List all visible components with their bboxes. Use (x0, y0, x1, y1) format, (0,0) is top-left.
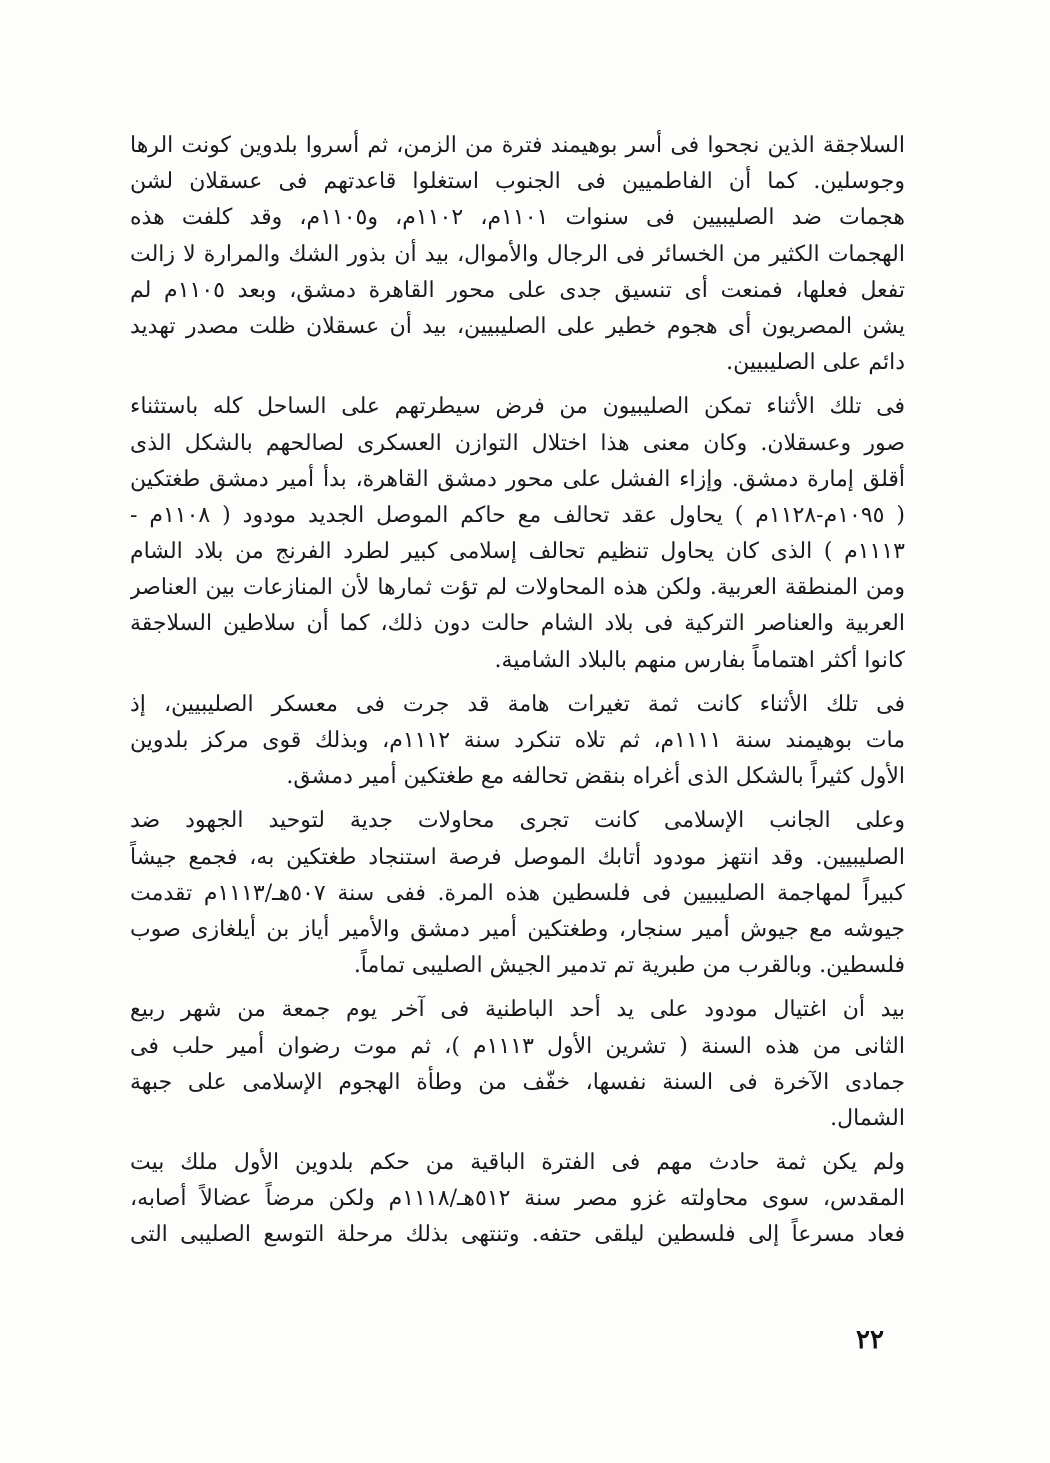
text-line: فى تلك الأثناء تمكن الصليبيون من فرض سيطرتهم على الساحل كله باستثناء (130, 394, 905, 420)
paragraph-2 (130, 389, 905, 679)
text-line: العربية والعناصر التركية فى بلاد الشام حالت دون ذلك، كما أن سلاطين السلاجقة (130, 611, 905, 637)
text-line: فلسطين. وبالقرب من طبرية تم تدمير الجيش الصليبى تماماً. (353, 953, 905, 979)
text-line: الهجمات الكثير من الخسائر فى الرجال والأموال، بيد أن بذور الشك والمرارة لا زالت (130, 241, 905, 267)
text-line: ولم يكن ثمة حادث مهم فى الفترة الباقية من حكم بلدوين الأول ملك بيت (130, 1150, 905, 1176)
text-line: الثانى من هذه السنة ( تشرين الأول ١١١٣م )، ثم موت رضوان أمير حلب فى (130, 1033, 905, 1059)
text-line: دائم على الصليبيين. (726, 350, 905, 376)
text-line: مات بوهيمند سنة ١١١١م، ثم تلاه تنكرد سنة ١١١٢م، وبذلك قوى مركز بلدوين (130, 728, 905, 753)
text-line: جيوشه مع جيوش أمير سنجار، وطغتكين أمير دمشق والأمير أياز بن أيلغازى صوب (130, 916, 905, 942)
text-line: هجمات ضد الصليبيين فى سنوات ١١٠١م، ١١٠٢م، و١١٠٥م، وقد كلفت هذه (130, 205, 905, 231)
text-line: وجوسلين. كما أن الفاطميين فى الجنوب استغلوا قاعدتهم فى عسقلان لشن (130, 169, 905, 195)
text-line: أقلق إمارة دمشق. وإزاء الفشل على محور دمشق القاهرة، بدأ أمير دمشق طغتكين (130, 466, 905, 492)
text-line: المقدس، سوى محاولته غزو مصر سنة ٥١٢هـ/١١١٨م ولكن مرضاً عضالاً أصابه، (130, 1186, 905, 1212)
text-line: كانوا أكثر اهتماماً بفارس منهم بالبلاد الشامية. (494, 647, 905, 673)
text-line: الأول كثيراً بالشكل الذى أغراه بنقض تحالفه مع طغتكين أمير دمشق. (286, 764, 905, 790)
paragraph-3 (130, 687, 905, 796)
text-line: يشن المصريون أى هجوم خطير على الصليبيين، بيد أن عسقلان ظلت مصدر تهديد (130, 313, 905, 339)
text-line: الشمال. (830, 1105, 905, 1131)
text-line: الصليبيين. وقد انتهز مودود أتابك الموصل فرصة استنجاد طغتكين به، فجمع جيشاً (130, 844, 905, 870)
text-line: بيد أن اغتيال مودود على يد أحد الباطنية فى آخر يوم جمعة من شهر ربيع (130, 997, 905, 1023)
text-line: السلاجقة الذين نجحوا فى أسر بوهيمند فترة من الزمن، ثم أسروا بلدوين كونت الرها (130, 133, 905, 158)
text-line: صور وعسقلان. وكان معنى هذا اختلال التوازن العسكرى لصالحهم بالشكل الذى (130, 430, 905, 456)
text-line: ومن المنطقة العربية. ولكن هذه المحاولات لم تؤت ثمارها لأن المنازعات بين العناصر (130, 575, 905, 601)
text-line: ( ١٠٩٥م-١١٢٨م ) يحاول عقد تحالف مع حاكم الموصل الجديد مودود ( ١١٠٨م - (130, 502, 905, 528)
text-line: فعاد مسرعاً إلى فلسطين ليلقى حتفه. وتنتهى بذلك مرحلة التوسع الصليبى التى (130, 1222, 905, 1248)
body-text (130, 128, 905, 1254)
page-number: ٢٢ (856, 1325, 884, 1355)
paragraph-5 (130, 992, 905, 1137)
text-line: جمادى الآخرة فى السنة نفسها، خفّف من وطأة الهجوم الإسلامى على جبهة (130, 1069, 905, 1095)
text-line: وعلى الجانب الإسلامى كانت تجرى محاولات جدية لتوحيد الجهود ضد (130, 808, 905, 834)
text-line: فى تلك الأثناء كانت ثمة تغيرات هامة قد جرت فى معسكر الصليبيين، إذ (130, 691, 905, 717)
text-line: تفعل فعلها، فمنعت أى تنسيق جدى على محور القاهرة دمشق، وبعد ١١٠٥م لم (130, 277, 905, 303)
paragraph-6 (130, 1145, 905, 1254)
paragraph-4 (130, 803, 905, 984)
text-line: ١١١٣م ) الذى كان يحاول تنظيم تحالف إسلامى كبير لطرد الفرنج من بلاد الشام (130, 539, 905, 565)
text-line: كبيراً لمهاجمة الصليبيين فى فلسطين هذه المرة. ففى سنة ٥٠٧هـ/١١١٣م تقدمت (130, 880, 905, 906)
paragraph-1 (130, 128, 905, 381)
